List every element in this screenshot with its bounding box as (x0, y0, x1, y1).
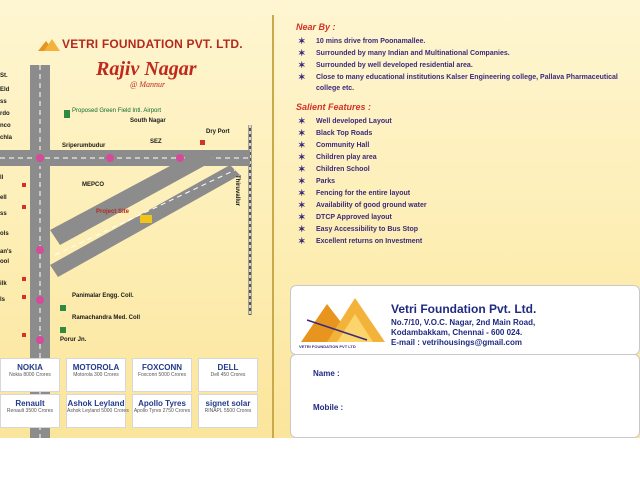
list-item (290, 152, 635, 163)
edge-label: Eld (0, 87, 10, 93)
map-label-thiruvallur: Thiruvallur (234, 175, 240, 207)
brand-investment: Ashok Leyland 5000 Crores (67, 408, 129, 414)
place-title: Rajiv Nagar (96, 58, 197, 80)
mobile-field[interactable] (361, 401, 621, 415)
brand-tile-nokia (0, 358, 60, 392)
star-bullet-icon: ✶ (298, 128, 306, 138)
edge-label: chla (0, 135, 13, 141)
contact-address-line-2: Kodambakkam, Chennai - 600 024. (391, 328, 523, 337)
map-label-south-nagar: South Nagar (130, 118, 166, 124)
star-bullet-icon: ✶ (298, 164, 306, 174)
mini-logo-mark (38, 39, 60, 51)
edge-label: an's (0, 249, 12, 255)
header-company (62, 37, 243, 51)
brand-name: Ashok Leyland (67, 399, 125, 408)
list-item (290, 176, 635, 187)
star-bullet-icon: ✶ (298, 72, 306, 82)
star-bullet-icon: ✶ (298, 200, 306, 210)
contact-address-line-1: No.7/10, V.O.C. Nagar, 2nd Main Road, (391, 318, 536, 327)
edge-label: ls (0, 297, 6, 303)
features-heading: Salient Features : (296, 102, 372, 112)
brand-investment: Foxconn 5000 Crores (137, 372, 187, 378)
edge-label: ell (0, 195, 7, 201)
logo-caption: VETRI FOUNDATION PVT LTD (299, 344, 356, 349)
brand-investment: Nokia 8000 Crores (9, 372, 51, 378)
map-label-project-site: Project Site (96, 209, 130, 215)
list-item-text: Children play area (316, 154, 377, 161)
list-item-text: Community Hall (316, 142, 370, 149)
brand-investment: Motorola 300 Crores (73, 372, 119, 378)
company-logos-strip (0, 356, 265, 430)
edge-label: ool (0, 259, 9, 265)
company-name-header: VETRI FOUNDATION PVT. LTD. (62, 37, 243, 51)
list-item-text: DTCP Approved layout (316, 214, 392, 221)
brand-investment: Renault 3500 Crores (6, 408, 54, 414)
star-bullet-icon: ✶ (298, 140, 306, 150)
list-item (290, 200, 635, 211)
list-item (290, 48, 635, 59)
map-label-airport: Proposed Green Field Intl. Airport (72, 108, 162, 114)
star-bullet-icon: ✶ (298, 224, 306, 234)
list-item (290, 140, 635, 151)
list-item-text: Fencing for the entire layout (316, 190, 411, 197)
list-item (290, 164, 635, 175)
star-bullet-icon: ✶ (298, 48, 306, 58)
company-logo-icon (297, 290, 389, 350)
list-item-text: Availability of good ground water (316, 202, 427, 209)
star-bullet-icon: ✶ (298, 188, 306, 198)
list-item-text: Easy Accessibility to Bus Stop (316, 226, 419, 233)
list-item-text: 10 mins drive from Poonamallee. (316, 38, 426, 45)
list-item (290, 36, 635, 47)
star-bullet-icon: ✶ (298, 36, 306, 46)
star-bullet-icon: ✶ (298, 212, 306, 222)
near-by-list (290, 36, 635, 94)
brand-tile-renault (0, 394, 60, 428)
brand-name: NOKIA (17, 363, 43, 372)
star-bullet-icon: ✶ (298, 152, 306, 162)
edge-label: ols (0, 231, 9, 237)
location-map (0, 15, 274, 438)
brand-investment: RINAPL 5500 Crores (204, 408, 252, 414)
list-item-text: Surrounded by well developed residential area. (316, 62, 473, 69)
brand-tile-ashok-leyland (66, 394, 129, 428)
map-label-sriperumbudur: Sriperumbudur (62, 143, 106, 149)
brand-tile-dell (198, 358, 258, 392)
map-label-dry-port: Dry Port (206, 129, 230, 135)
brand-name: Apollo Tyres (138, 399, 186, 408)
name-label: Name : (313, 369, 340, 378)
contact-card (290, 285, 640, 355)
list-item (290, 224, 635, 235)
brand-name: Renault (15, 399, 45, 408)
map-label-panimalar: Panimalar Engg. Coll. (72, 293, 134, 299)
list-item-text: Black Top Roads (316, 130, 373, 137)
list-item-text: Excellent returns on Investment (316, 238, 423, 245)
list-item (290, 128, 635, 139)
star-bullet-icon: ✶ (298, 116, 306, 126)
brand-tile-apollo (132, 394, 192, 428)
map-label-ramachandra: Ramachandra Med. Coll (72, 315, 141, 321)
brand-name: signet solar (205, 399, 251, 408)
info-column (290, 22, 635, 248)
edge-label: ss (0, 211, 7, 217)
contact-email: E-mail : vetrihousings@gmail.com (391, 338, 522, 347)
name-field[interactable] (361, 367, 621, 381)
contact-company-name: Vetri Foundation Pvt. Ltd. (391, 302, 537, 316)
brand-name: DELL (217, 363, 239, 372)
edge-label: ilk (0, 281, 7, 287)
list-item (290, 212, 635, 223)
star-bullet-icon: ✶ (298, 60, 306, 70)
edge-label: ss (0, 99, 7, 105)
list-item-text: Well developed Layout (316, 118, 392, 125)
brand-tile-motorola (66, 358, 126, 392)
edge-label: nco (0, 123, 11, 129)
brand-investment: Apollo Tyres 2750 Crores (133, 408, 191, 414)
list-item (290, 72, 635, 94)
edge-label: ll (0, 175, 4, 181)
brand-name: FOXCONN (142, 363, 182, 372)
brand-tile-signet-solar (198, 394, 258, 428)
features-list (290, 116, 635, 247)
place-subtitle: @ Mannur (130, 80, 166, 89)
star-bullet-icon: ✶ (298, 236, 306, 246)
list-item-text: Surrounded by many Indian and Multinational Companies. (316, 50, 510, 57)
diagonal-roads (50, 150, 240, 277)
brand-tile-foxconn (132, 358, 192, 392)
map-label-sez: SEZ (150, 139, 162, 145)
list-item (290, 116, 635, 127)
edge-label: St. (0, 73, 8, 79)
map-label-mepco: MEPCO (82, 182, 105, 188)
mobile-label: Mobile : (313, 403, 344, 412)
map-label-porur: Porur Jn. (60, 337, 87, 343)
list-item-text: Children School (316, 166, 370, 173)
list-item (290, 60, 635, 71)
edge-label: rdo (0, 111, 10, 117)
brand-name: MOTOROLA (72, 363, 120, 372)
list-item (290, 188, 635, 199)
list-item-text: Parks (316, 178, 336, 185)
brand-investment: Dell 450 Crores (210, 372, 246, 378)
star-bullet-icon: ✶ (298, 176, 306, 186)
near-by-heading: Near By : (296, 22, 336, 32)
list-item (290, 236, 635, 247)
list-item-text: Close to many educational institutions Kalser Engineering college, Pallava Pharmaceutical college etc. (316, 74, 618, 92)
enquiry-form (290, 354, 640, 438)
